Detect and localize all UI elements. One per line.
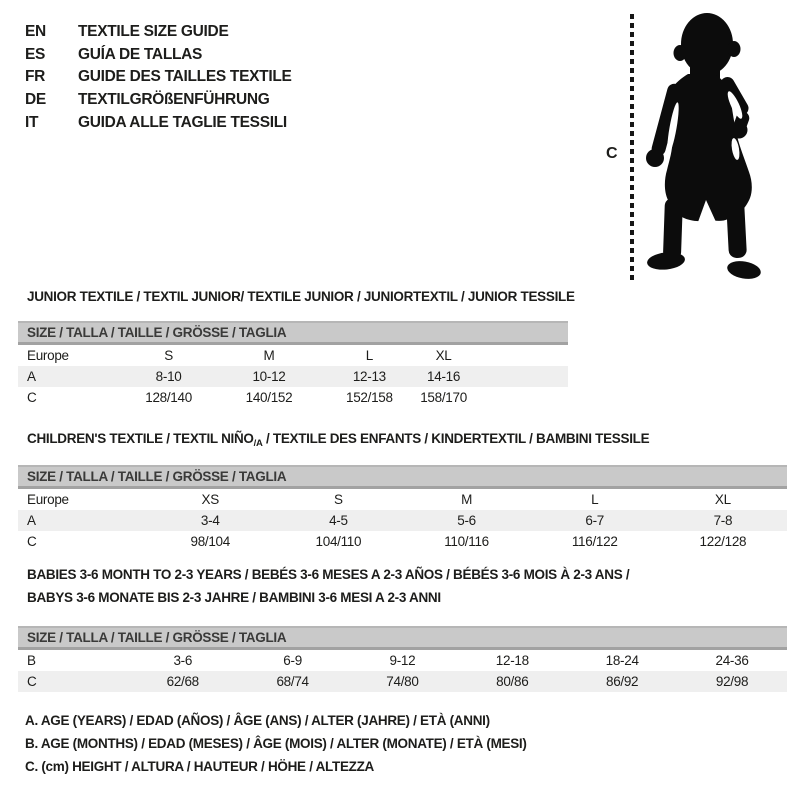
- legend-line: A. AGE (YEARS) / EDAD (AÑOS) / ÂGE (ANS) / ALTER (JAHRE) / ETÀ (ANNI): [25, 713, 490, 728]
- size-table: [18, 650, 787, 692]
- table-row: [18, 345, 568, 366]
- row-label: B: [27, 653, 36, 668]
- table-cell: M: [263, 348, 275, 363]
- table-cell: 140/152: [245, 390, 293, 405]
- table-cell: 128/140: [145, 390, 192, 405]
- row-label: C: [27, 674, 37, 689]
- size-guide-section: [18, 289, 575, 408]
- table-row: [18, 366, 568, 387]
- language-row: [25, 21, 292, 44]
- legend-line: C. (cm) HEIGHT / ALTURA / HAUTEUR / HÖHE / ALTEZZA: [25, 759, 374, 774]
- language-code: FR: [25, 68, 46, 86]
- language-code: EN: [25, 23, 46, 41]
- table-cell: 14-16: [427, 369, 461, 384]
- table-cell: 104/110: [315, 534, 362, 549]
- table-cell: 122/128: [699, 534, 747, 549]
- table-cell: 8-10: [155, 369, 182, 384]
- row-label: Europe: [27, 348, 69, 363]
- section-title-text: / TEXTILE DES ENFANTS / KINDERTEXTIL / BAMBINI TESSILE: [262, 431, 650, 446]
- row-label: A: [27, 513, 36, 528]
- row-label: Europe: [27, 492, 69, 507]
- table-cell: 4-5: [329, 513, 348, 528]
- language-code: IT: [25, 113, 39, 131]
- table-cell: 98/104: [190, 534, 230, 549]
- table-cell: XL: [435, 348, 452, 363]
- table-cell: 152/158: [346, 390, 393, 405]
- table-size-header: SIZE / TALLA / TAILLE / GRÖSSE / TAGLIA: [18, 626, 787, 650]
- language-row: [25, 44, 292, 67]
- table-cell: S: [164, 348, 173, 363]
- size-table: [18, 345, 568, 408]
- row-label: C: [27, 534, 37, 549]
- table-cell: 5-6: [457, 513, 476, 528]
- section-title-line: BABIES 3-6 MONTH TO 2-3 YEARS / BEBÉS 3-6 MESES A 2-3 AÑOS / BÉBÉS 3-6 MOIS À 2-3 ANS /: [27, 567, 630, 582]
- table-cell: 6-7: [585, 513, 605, 528]
- table-cell: 92/98: [715, 674, 749, 689]
- language-row: [25, 111, 292, 134]
- table-row: [18, 650, 787, 671]
- table-cell: 74/80: [386, 674, 419, 689]
- baby-silhouette-icon: [640, 8, 790, 293]
- table-cell: 3-6: [173, 653, 193, 668]
- table-row: [18, 489, 787, 510]
- table-row: [18, 531, 787, 552]
- size-guide-section: [18, 563, 787, 692]
- section-title: [27, 563, 787, 609]
- table-cell: XS: [201, 492, 219, 507]
- language-code: ES: [25, 45, 46, 63]
- language-row: [25, 89, 292, 112]
- section-title: JUNIOR TEXTILE / TEXTIL JUNIOR/ TEXTILE JUNIOR / JUNIORTEXTIL / JUNIOR TESSILE: [27, 289, 575, 304]
- table-cell: L: [591, 492, 599, 507]
- table-cell: 12-13: [352, 369, 386, 384]
- table-cell: XL: [714, 492, 731, 507]
- table-cell: 9-12: [389, 653, 416, 668]
- table-row: [18, 510, 787, 531]
- table-size-header: SIZE / TALLA / TAILLE / GRÖSSE / TAGLIA: [18, 465, 787, 489]
- section-title: [27, 431, 787, 448]
- table-cell: 6-9: [283, 653, 302, 668]
- language-row: [25, 66, 292, 89]
- table-cell: 62/68: [166, 674, 199, 689]
- row-label: C: [27, 390, 37, 405]
- table-size-header: SIZE / TALLA / TAILLE / GRÖSSE / TAGLIA: [18, 321, 568, 345]
- size-guide-section: [18, 431, 787, 552]
- table-cell: 158/170: [420, 390, 467, 405]
- height-figure: [600, 8, 796, 294]
- table-cell: 24-36: [715, 653, 749, 668]
- filler-cell: [468, 345, 568, 366]
- language-title: GUIDA ALLE TAGLIE TESSILI: [78, 113, 287, 131]
- language-title: GUIDE DES TAILLES TEXTILE: [78, 68, 292, 86]
- table-cell: 86/92: [605, 674, 639, 689]
- table-cell: 18-24: [605, 653, 639, 668]
- language-code: DE: [25, 91, 46, 109]
- row-label: A: [27, 369, 36, 384]
- height-marker-label: C: [606, 145, 618, 162]
- size-table: [18, 489, 787, 552]
- table-cell: 110/116: [444, 534, 489, 549]
- language-title: TEXTILE SIZE GUIDE: [78, 23, 229, 41]
- table-cell: 116/122: [571, 534, 618, 549]
- language-title: GUÍA DE TALLAS: [78, 45, 203, 63]
- table-cell: 80/86: [496, 674, 529, 689]
- legend-line: B. AGE (MONTHS) / EDAD (MESES) / ÂGE (MOIS) / ALTER (MONATE) / ETÀ (MESI): [25, 736, 527, 751]
- section-title-subscript: /A: [253, 438, 263, 449]
- table-row: [18, 387, 568, 408]
- language-title: TEXTILGRÖßENFÜHRUNG: [78, 91, 270, 109]
- section-title-line: BABYS 3-6 MONATE BIS 2-3 JAHRE / BAMBINI 3-6 MESI A 2-3 ANNI: [27, 590, 441, 605]
- table-row: [18, 671, 787, 692]
- filler-cell: [468, 387, 568, 408]
- legend: [25, 709, 527, 778]
- height-dotted-line: [630, 14, 634, 281]
- table-cell: 3-4: [200, 513, 220, 528]
- filler-cell: [468, 366, 568, 387]
- table-cell: 7-8: [713, 513, 733, 528]
- table-cell: 10-12: [252, 369, 286, 384]
- table-cell: S: [334, 492, 343, 507]
- table-cell: M: [461, 492, 473, 507]
- section-title-text: CHILDREN'S TEXTILE / TEXTIL NIÑO: [27, 431, 254, 446]
- language-list: [25, 21, 292, 134]
- table-cell: L: [365, 348, 373, 363]
- table-cell: 12-18: [495, 653, 529, 668]
- table-cell: 68/74: [276, 674, 309, 689]
